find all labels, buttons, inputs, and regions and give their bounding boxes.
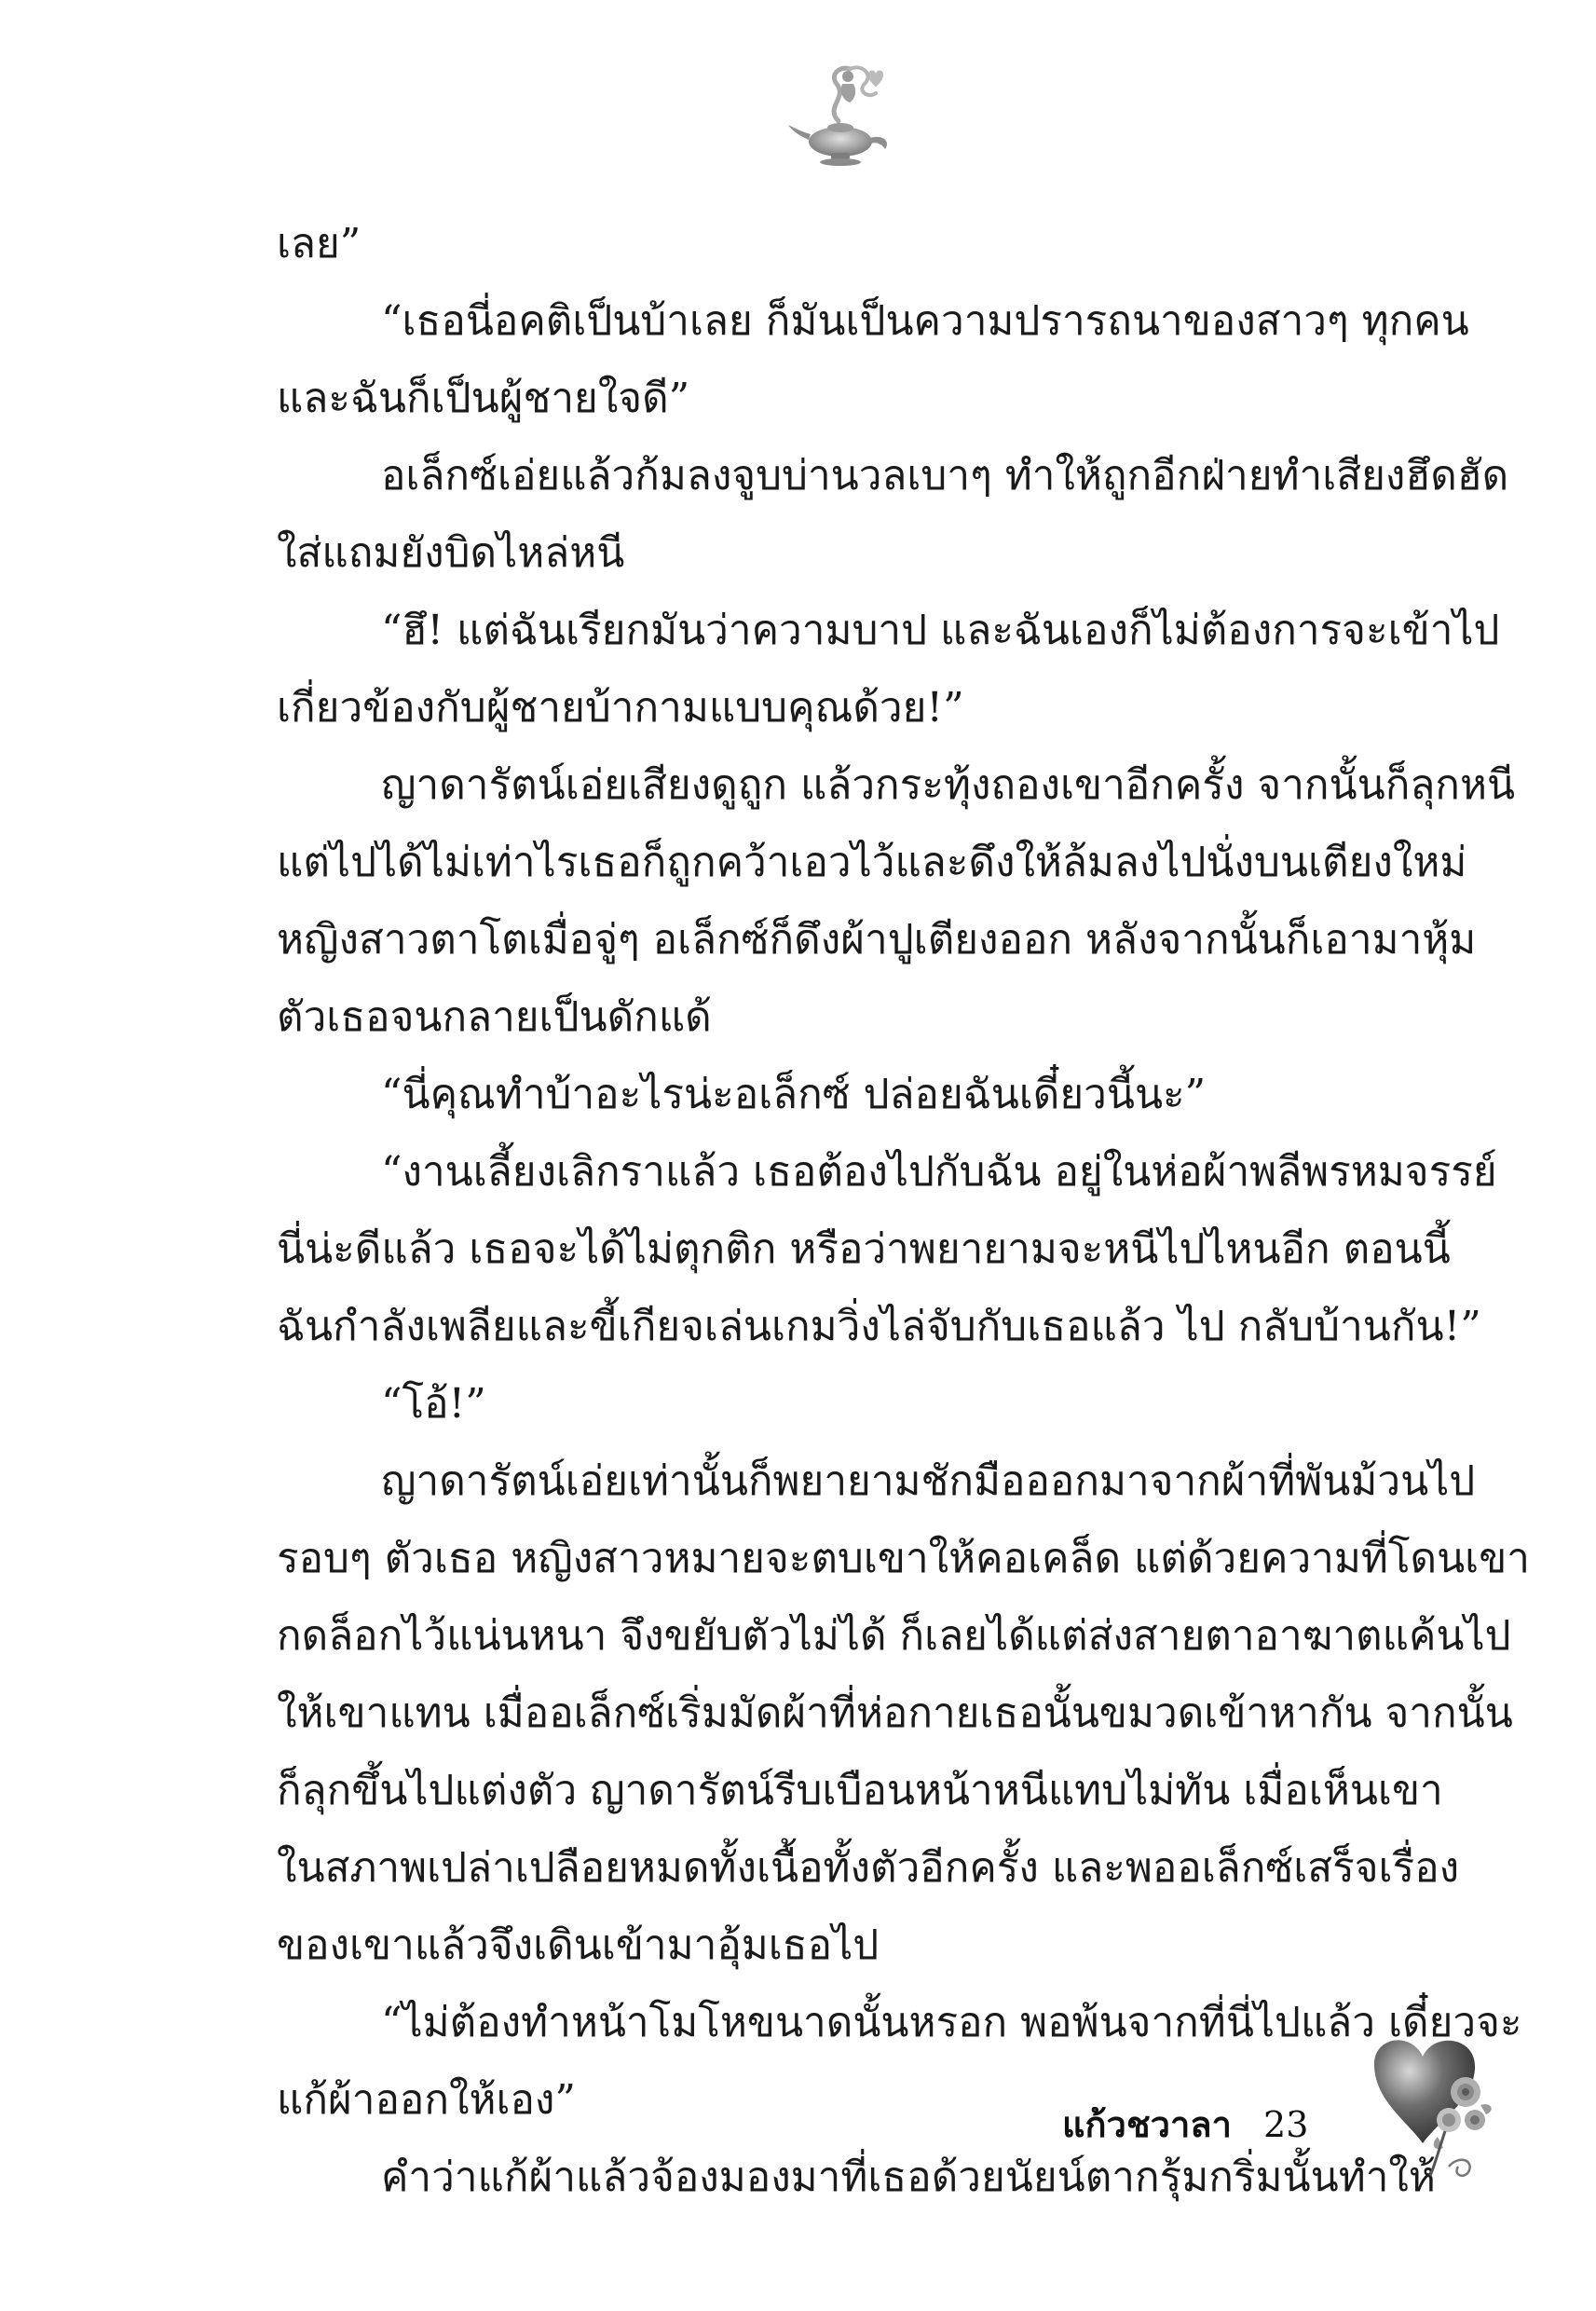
- text-line: เกี่ยวข้องกับผู้ชายบ้ากามแบบคุณด้วย!”: [277, 684, 964, 732]
- text-line: ญาดารัตน์เอ่ยเสียงดูถูก แล้วกระทุ้งถองเขาอีกครั้ง จากนั้นก็ลุกหนี: [381, 761, 1516, 809]
- text-line: แต่ไปได้ไม่เท่าไรเธอก็ถูกคว้าเอวไว้และดึงให้ล้มลงไปนั่งบนเตียงใหม่: [277, 839, 1467, 886]
- text-line: หญิงสาวตาโตเมื่อจู่ๆ อเล็กซ์ก็ดึงผ้าปูเตียงออก หลังจากนั้นก็เอามาหุ้ม: [277, 916, 1477, 964]
- text-line: “ไม่ต้องทำหน้าโมโหขนาดนั้นหรอก พอพ้นจากที่นี่ไปแล้ว เดี๋ยวจะ: [381, 1999, 1522, 2046]
- text-line: “นี่คุณทำบ้าอะไรน่ะอเล็กซ์ ปล่อยฉันเดี๋ยวนี้นะ”: [381, 1071, 1207, 1118]
- text-line: คำว่าแก้ผ้าแล้วจ้องมองมาที่เธอด้วยนัยน์ตากรุ้มกริ่มนั้นทำให้: [381, 2154, 1436, 2201]
- text-line: “โอ้!”: [381, 1380, 486, 1428]
- page-footer: [1062, 2092, 1308, 2157]
- text-line: ฉันกำลังเพลียและขี้เกียจเล่นเกมวิ่งไล่จับกับเธอแล้ว ไป กลับบ้านกัน!”: [277, 1303, 1481, 1350]
- text-line: “งานเลี้ยงเลิกราแล้ว เธอต้องไปกับฉัน อยู่ในห่อผ้าพลีพรหมจรรย์: [381, 1148, 1497, 1196]
- text-line: และฉันก็เป็นผู้ชายใจดี”: [277, 375, 690, 422]
- text-line: ก็ลุกขึ้นไปแต่งตัว ญาดารัตน์รีบเบือนหน้าหนีแทบไม่ทัน เมื่อเห็นเขา: [277, 1767, 1443, 1814]
- genie-lamp-icon: [783, 56, 904, 177]
- text-line: ญาดารัตน์เอ่ยเท่านั้นก็พยายามชักมือออกมาจากผ้าที่พันม้วนไป: [381, 1457, 1476, 1505]
- text-line: แก้ผ้าออกให้เอง”: [277, 2076, 576, 2124]
- text-line: นี่น่ะดีแล้ว เธอจะได้ไม่ตุกติก หรือว่าพยายามจะหนีไปไหนอีก ตอนนี้: [277, 1225, 1451, 1273]
- text-line: “เธอนี่อคติเป็นบ้าเลย ก็มันเป็นความปรารถนาของสาวๆ ทุกคน: [381, 297, 1469, 345]
- text-line: ตัวเธอจนกลายเป็นดักแด้: [277, 993, 712, 1041]
- page-body: [277, 205, 1530, 2216]
- text-line: เลย”: [277, 220, 361, 267]
- text-line: ให้เขาแทน เมื่ออเล็กซ์เริ่มมัดผ้าที่ห่อกายเธอนั้นขมวดเข้าหากัน จากนั้น: [277, 1689, 1513, 1737]
- text-line: ของเขาแล้วจึงเดินเข้ามาอุ้มเธอไป: [277, 1921, 880, 1969]
- heart-roses-icon: [1356, 2027, 1505, 2185]
- text-line: รอบๆ ตัวเธอ หญิงสาวหมายจะตบเขาให้คอเคล็ด แต่ด้วยความที่โดนเขา: [277, 1535, 1530, 1582]
- text-line: ใส่แถมยังบิดไหล่หนี: [277, 529, 625, 577]
- page-number: 23: [1263, 2104, 1309, 2145]
- text-line: อเล็กซ์เอ่ยแล้วก้มลงจูบบ่านวลเบาๆ ทำให้ถูกอีกฝ่ายทำเสียงฮึดฮัด: [381, 452, 1509, 499]
- text-line: ในสภาพเปล่าเปลือยหมดทั้งเนื้อทั้งตัวอีกครั้ง และพออเล็กซ์เสร็จเรื่อง: [277, 1844, 1460, 1892]
- text-line: กดล็อกไว้แน่นหนา จึงขยับตัวไม่ได้ ก็เลยได้แต่ส่งสายตาอาฆาตแค้นไป: [277, 1612, 1511, 1660]
- book-title: แก้วชวาลา: [1062, 2104, 1232, 2145]
- text-line: “ฮึ! แต่ฉันเรียกมันว่าความบาป และฉันเองก็ไม่ต้องการจะเข้าไป: [381, 607, 1500, 654]
